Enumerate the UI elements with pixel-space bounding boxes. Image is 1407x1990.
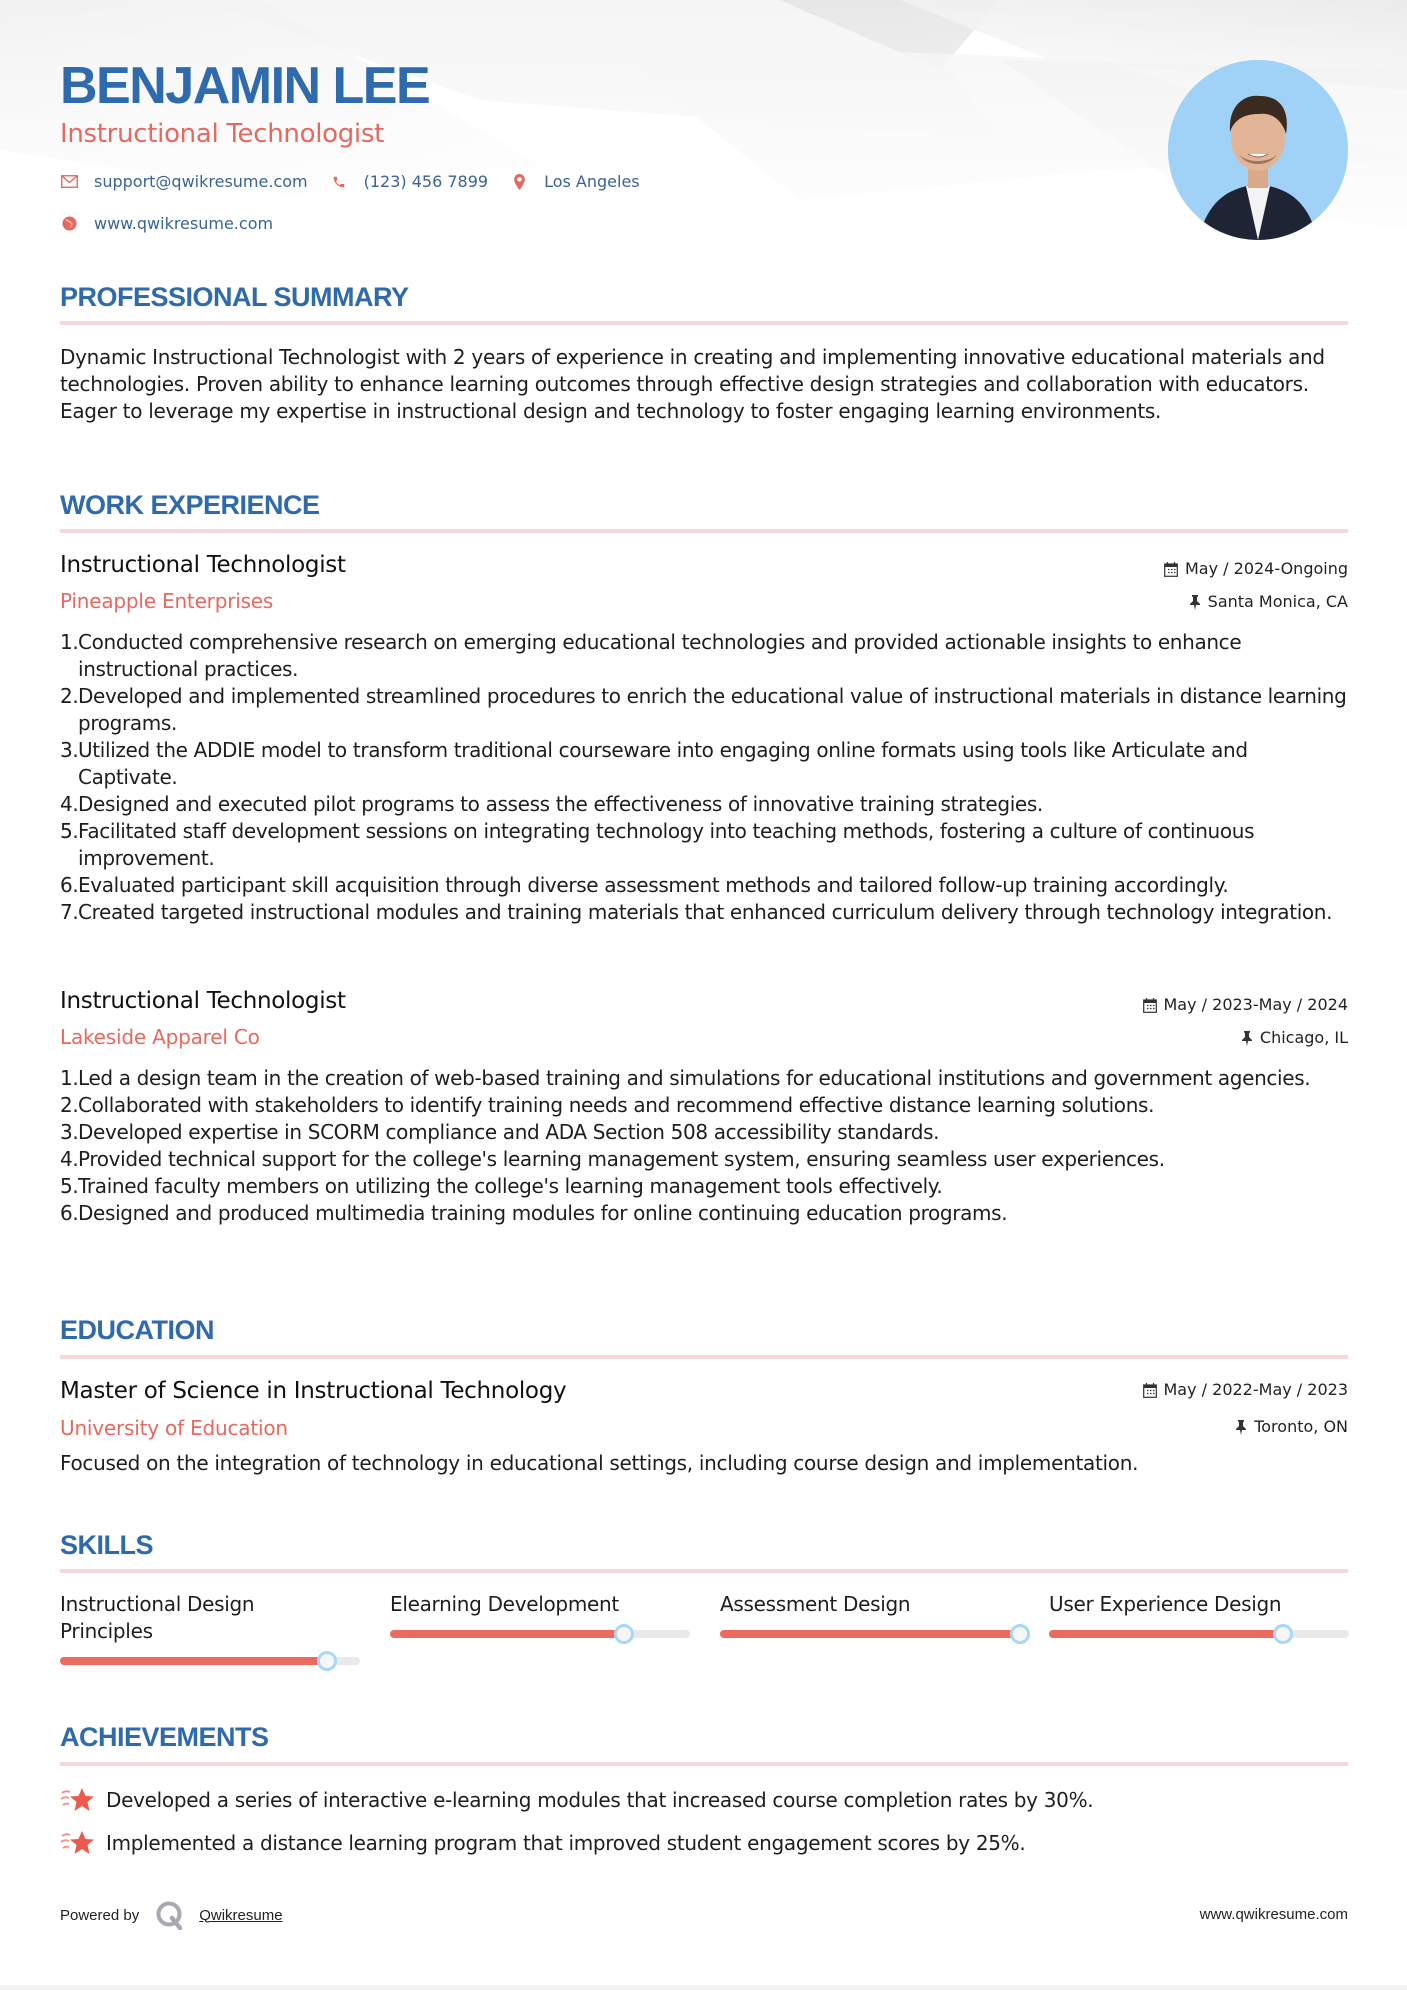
skill-bar-fill <box>60 1657 327 1665</box>
skill-item <box>720 1591 1020 1638</box>
phone-icon <box>330 173 348 191</box>
job-title: Instructional Technologist <box>60 552 346 578</box>
candidate-title: Instructional Technologist <box>60 119 384 149</box>
bullet-item: 2. Collaborated with stakeholders to identify training needs and recommend effective distance learning solutions. <box>60 1093 1155 1117</box>
skill-bar <box>390 1630 690 1638</box>
calendar-icon <box>1164 562 1178 577</box>
envelope-icon <box>60 173 78 191</box>
contact-email[interactable] <box>60 172 308 191</box>
pushpin-icon <box>1241 1031 1253 1046</box>
skill-bar <box>60 1657 360 1665</box>
summary-heading: PROFESSIONAL SUMMARY <box>60 282 409 312</box>
education-heading: EDUCATION <box>60 1315 214 1345</box>
job-bullets <box>60 1065 1348 1227</box>
bullet-item: 3. Utilized the ADDIE model to transform traditional courseware into engaging online formats using tools like Articulate and Captivate. <box>60 738 1248 789</box>
job-dates <box>1143 997 1349 1013</box>
achievement-item <box>60 1828 1025 1858</box>
degree-title: Master of Science in Instructional Technology <box>60 1378 567 1404</box>
job-location-text: Santa Monica, CA <box>1207 592 1348 611</box>
education-dates <box>1143 1382 1349 1398</box>
resume-page <box>60 0 1348 1990</box>
section-divider <box>60 321 1348 325</box>
bullet-item: 1. Conducted comprehensive research on emerging educational technologies and provided actionable insights to enhance instructional practices. <box>60 630 1242 681</box>
achievement-text: Implemented a distance learning program that improved student engagement scores by 25%. <box>106 1831 1026 1855</box>
profile-photo <box>1168 60 1348 240</box>
section-divider <box>60 529 1348 533</box>
pushpin-icon <box>1189 595 1201 610</box>
education-dates-text: May / 2022-May / 2023 <box>1163 1380 1348 1399</box>
bullet-item: 7. Created targeted instructional modules and training materials that enhanced curriculum delivery through technology integration. <box>60 900 1333 924</box>
company-name: Pineapple Enterprises <box>60 589 274 613</box>
contact-row-2 <box>60 214 295 233</box>
bullet-item: 2. Developed and implemented streamlined procedures to enrich the educational value of instructional materials in distance learning programs. <box>60 684 1347 735</box>
job-title: Instructional Technologist <box>60 988 346 1014</box>
skill-bar-knob <box>1273 1624 1293 1644</box>
skill-bar-knob <box>1010 1624 1030 1644</box>
job-dates-text: May / 2024-Ongoing <box>1185 559 1348 578</box>
footer-powered-by <box>60 1900 283 1930</box>
shooting-star-icon <box>60 1828 94 1858</box>
bullet-item: 6. Evaluated participant skill acquisition through diverse assessment methods and tailored follow-up training accordingly. <box>60 873 1229 897</box>
job-location-text: Chicago, IL <box>1259 1028 1348 1047</box>
section-divider <box>60 1762 1348 1766</box>
job-bullets <box>60 629 1348 926</box>
achievement-item <box>60 1785 1093 1815</box>
job-location <box>1189 594 1348 610</box>
pushpin-icon <box>1235 1420 1247 1435</box>
skill-bar-fill <box>720 1630 1020 1638</box>
website-text: www.qwikresume.com <box>94 214 274 233</box>
skill-bar <box>720 1630 1020 1638</box>
bullet-item: 3. Developed expertise in SCORM compliance and ADA Section 508 accessibility standards. <box>60 1120 940 1144</box>
education-location <box>1235 1419 1348 1435</box>
skill-bar-fill <box>1049 1630 1283 1638</box>
qwikresume-logo-icon <box>155 1900 185 1930</box>
skill-item <box>60 1591 360 1665</box>
phone-text: (123) 456 7899 <box>363 172 489 191</box>
skill-name: Instructional Design Principles <box>60 1592 255 1643</box>
job-dates-text: May / 2023-May / 2024 <box>1163 995 1348 1014</box>
achievement-text: Developed a series of interactive e-learning modules that increased course completion rates by 30%. <box>106 1788 1094 1812</box>
job-location <box>1241 1030 1348 1046</box>
bullet-item: 6. Designed and produced multimedia training modules for online continuing education programs. <box>60 1201 1008 1225</box>
bullet-item: 4. Provided technical support for the college's learning management system, ensuring seamless user experiences. <box>60 1147 1165 1171</box>
school-name: University of Education <box>60 1416 288 1440</box>
calendar-icon <box>1143 1383 1157 1398</box>
bullet-item: 1. Led a design team in the creation of web-based training and simulations for educational institutions and government agencies. <box>60 1066 1311 1090</box>
section-divider <box>60 1569 1348 1573</box>
shooting-star-icon <box>60 1785 94 1815</box>
contact-location <box>510 172 640 191</box>
qwikresume-link[interactable]: Qwikresume <box>199 1906 283 1924</box>
powered-by-label: Powered by <box>60 1906 140 1924</box>
skill-name: User Experience Design <box>1049 1592 1282 1616</box>
section-divider <box>60 1355 1348 1359</box>
footer-website-link[interactable]: www.qwikresume.com <box>1199 1906 1348 1923</box>
bullet-item: 4. Designed and executed pilot programs to assess the effectiveness of innovative training strategies. <box>60 792 1043 816</box>
education-location-text: Toronto, ON <box>1254 1417 1348 1436</box>
skill-bar-knob <box>317 1651 337 1671</box>
bullet-item: 5. Trained faculty members on utilizing the college's learning management tools effectively. <box>60 1174 943 1198</box>
skills-heading: SKILLS <box>60 1530 154 1560</box>
contact-row <box>60 172 662 191</box>
skill-bar-fill <box>390 1630 624 1638</box>
location-text: Los Angeles <box>544 172 640 191</box>
summary-text: Dynamic Instructional Technologist with 2 years of experience in creating and implementing innovative educational materials and technologies. Proven ability to enhance learning outcomes through effective design strategies and collaboration with educators. Eager to leverage my expertise in instructional design and technology to foster engaging learning environments. <box>60 345 1325 423</box>
achievements-heading: ACHIEVEMENTS <box>60 1722 269 1752</box>
job-dates <box>1164 561 1348 577</box>
skill-name: Elearning Development <box>390 1592 619 1616</box>
education-description: Focused on the integration of technology in educational settings, including course design and implementation. <box>60 1451 1139 1475</box>
skill-bar <box>1049 1630 1349 1638</box>
contact-phone[interactable] <box>330 172 488 191</box>
skill-item <box>1049 1591 1349 1638</box>
skill-name: Assessment Design <box>720 1592 911 1616</box>
email-text: support@qwikresume.com <box>94 172 308 191</box>
globe-icon <box>60 215 78 233</box>
contact-website[interactable] <box>60 214 273 233</box>
bullet-item: 5. Facilitated staff development sessions on integrating technology into teaching methods, fostering a culture of continuous improvement. <box>60 819 1255 870</box>
experience-heading: WORK EXPERIENCE <box>60 490 320 520</box>
skill-item <box>390 1591 690 1638</box>
company-name: Lakeside Apparel Co <box>60 1025 260 1049</box>
candidate-name: BENJAMIN LEE <box>60 57 430 115</box>
skill-bar-knob <box>614 1624 634 1644</box>
map-pin-icon <box>510 173 528 191</box>
calendar-icon <box>1143 998 1157 1013</box>
